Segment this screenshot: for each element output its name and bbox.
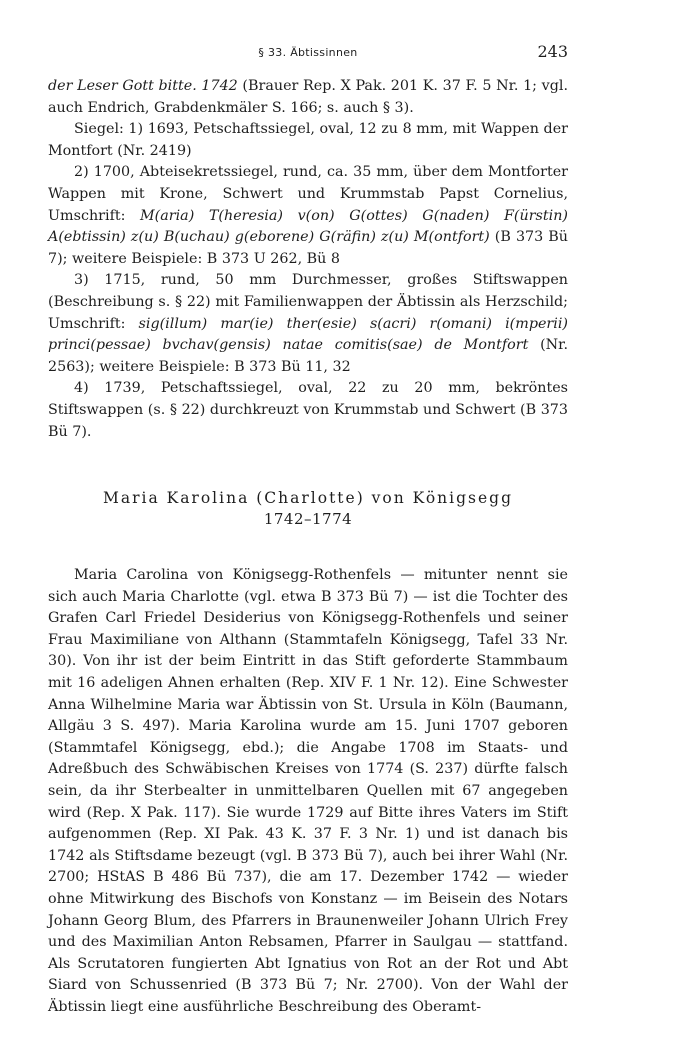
seal-references: (Nr. 2563); weitere Beispiele: B 373 Bü 11, 32 xyxy=(48,337,568,375)
paragraph-continuation xyxy=(48,76,568,119)
seal-inscription: M(aria) T(heresia) v(on) G(ottes) G(naden) F(ürstin) A(ebtissin) z(u) B(uchau) g(eborene) G(räfin) z(u) M(ontfort) xyxy=(48,207,568,246)
running-header xyxy=(48,32,568,61)
seal-description: 3) 1715, rund, 50 mm Durchmesser, großes Stiftswappen (Beschreibung s. § 22) mit Familienwappen der Äbtissin als Herzschild; Umschrift: xyxy=(48,272,568,332)
seal-references: (B 373 Bü 7); weitere Beispiele: B 373 U 262, Bü 8 xyxy=(48,229,568,267)
seal-item-4: 4) 1739, Petschaftssiegel, oval, 22 zu 20 mm, bekröntes Stiftswappen (s. § 22) durchkreuzt von Krummstab und Schwert (B 373 Bü 7). xyxy=(48,380,568,440)
biography-paragraph: Maria Carolina von Königsegg-Rothenfels — mitunter nennt sie sich auch Maria Charlotte (vgl. etwa B 373 Bü 7) — ist die Tochter des Grafen Carl Friedel Desiderius von Königsegg-Rothenfels und seiner Frau Maximiliane von Althann (Stammtafeln Königsegg, Tafel 33 Nr. 30). Von ihr ist der beim Eintritt in das Stift geforderte Stammbaum mit 16 adeligen Ahnen erhalten (Rep. XIV F. 1 Nr. 12). Eine Schwester Anna Wilhelmine Maria war Äbtissin von St. Ursula in Köln (Baumann, Allgäu 3 S. 497). Maria Karolina wurde am 15. Juni 1707 geboren (Stammtafel Königsegg, ebd.); die Angabe 1708 im Staats- und Adreßbuch des Schwäbischen Kreises von 1774 (S. 237) dürfte falsch sein, da ihr Sterbealter in unmittelbaren Quellen mit 67 angegeben wird (Rep. X Pak. 117). Sie wurde 1729 auf Bitte ihres Vaters im Stift aufgenommen (Rep. XI Pak. 43 K. 37 F. 3 Nr. 1) und ist danach bis 1742 als Stiftsdame bezeugt (vgl. B 373 Bü 7), auch bei ihrer Wahl (Nr. 2700; HStAS B 486 Bü 737), die am 17. Dezember 1742 — wieder ohne Mitwirkung des Bischofs von Konstanz — im Beisein des Notars Johann Georg Blum, des Pfarrers in Braunenweiler Johann Ulrich Frey und des Maximilian Anton Rebsamen, Pfarrer in Saulgau — stattfand. Als Scrutatoren fungierten Abt Ignatius von Rot an der Rot und Abt Siard von Schussenried (B 373 Bü 7; Nr. 2700). Von der Wahl der Äbtissin liegt eine ausführliche Beschreibung des Oberamt- xyxy=(48,567,568,1015)
paragraph-text: (Brauer Rep. X Pak. 201 K. 37 F. 5 Nr. 1; vgl. auch Endrich, Grabdenkmäler S. 166; s. auch § 3). xyxy=(48,78,568,116)
seal-description: 2) 1700, Abteisekretssiegel, rund, ca. 35 mm, über dem Montforter Wappen mit Krone, Schwert und Krummstab Papst Cornelius, Umschrift: xyxy=(48,164,568,224)
seal-inscription: sig(illum) mar(ie) ther(esie) s(acri) r(omani) i(mperii) princi(pessae) bvchav(gensis) natae comitis(sae) de Montfort xyxy=(48,315,568,354)
italic-inscription-end: der Leser Gott bitte. 1742 xyxy=(48,78,238,94)
book-page xyxy=(48,32,568,1019)
seal-item-3 xyxy=(48,270,568,378)
entry-heading: Maria Karolina (Charlotte) von Königsegg xyxy=(102,489,514,508)
seal-item-2 xyxy=(48,162,568,270)
entry-dates: 1742–1774 xyxy=(263,510,353,529)
spacer xyxy=(48,529,568,565)
page-body xyxy=(48,76,568,1019)
page-number: 243 xyxy=(537,42,568,61)
section-title: § 33. Äbtissinnen xyxy=(258,46,358,59)
seal-list-intro: Siegel: 1) 1693, Petschaftssiegel, oval, 12 zu 8 mm, mit Wappen der Montfort (Nr. 2419) xyxy=(48,121,568,159)
